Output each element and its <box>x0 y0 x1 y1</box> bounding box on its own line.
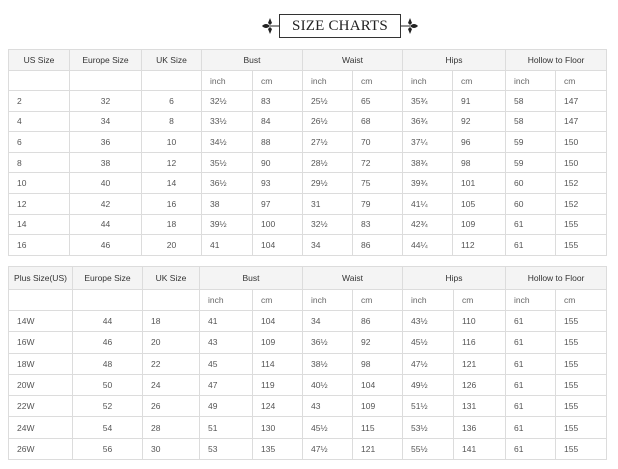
column-header: Plus Size(US) <box>9 267 73 290</box>
table-cell: 49 <box>200 396 253 417</box>
table-cell: 6 <box>142 91 202 112</box>
table-cell: 35½ <box>202 152 253 173</box>
table-cell: 121 <box>454 353 506 374</box>
table-cell: 36½ <box>202 173 253 194</box>
table-cell: 28 <box>143 417 200 438</box>
table-cell: 150 <box>556 132 607 153</box>
table-cell: 55½ <box>403 438 454 459</box>
unit-label: inch <box>200 290 253 311</box>
table-cell: 12 <box>142 152 202 173</box>
table-cell: 96 <box>453 132 506 153</box>
unit-label: cm <box>253 290 303 311</box>
table-cell: 44¼ <box>403 235 453 256</box>
table-cell: 26W <box>9 438 73 459</box>
table-cell: 36¾ <box>403 111 453 132</box>
table-row <box>9 417 607 438</box>
table-cell: 61 <box>506 396 556 417</box>
fleur-ornament-icon <box>261 16 279 36</box>
table-cell: 49½ <box>403 374 454 395</box>
table-cell: 16W <box>9 332 73 353</box>
table-cell: 155 <box>556 311 607 332</box>
table-subheader-row <box>9 71 607 91</box>
table-row <box>9 396 607 417</box>
table-cell: 32 <box>70 91 142 112</box>
table-row <box>9 152 607 173</box>
table-cell: 155 <box>556 438 607 459</box>
table-cell: 8 <box>142 111 202 132</box>
table-row <box>9 235 607 256</box>
unit-label: inch <box>506 290 556 311</box>
column-header: Hollow to Floor <box>506 50 607 71</box>
table-cell: 155 <box>556 235 607 256</box>
table-cell: 110 <box>454 311 506 332</box>
table-cell: 84 <box>253 111 303 132</box>
table-cell: 12 <box>9 193 70 214</box>
table-cell: 155 <box>556 374 607 395</box>
table-cell: 61 <box>506 235 556 256</box>
table-cell: 38 <box>202 193 253 214</box>
table-cell: 152 <box>556 193 607 214</box>
table-cell: 10 <box>142 132 202 153</box>
unit-label: cm <box>353 71 403 91</box>
table-row <box>9 193 607 214</box>
table-cell: 45½ <box>403 332 454 353</box>
title-bar <box>0 14 618 40</box>
table-cell: 91 <box>453 91 506 112</box>
table-cell: 59 <box>506 132 556 153</box>
table-cell: 34½ <box>202 132 253 153</box>
table-cell: 36½ <box>303 332 353 353</box>
table-row <box>9 214 607 235</box>
table-cell: 121 <box>353 438 403 459</box>
table-cell: 33½ <box>202 111 253 132</box>
table-cell: 44 <box>73 311 143 332</box>
table-cell: 47½ <box>303 438 353 459</box>
table-cell: 24W <box>9 417 73 438</box>
table-cell: 14 <box>9 214 70 235</box>
table-cell: 36 <box>70 132 142 153</box>
table-cell: 40 <box>70 173 142 194</box>
table-cell: 83 <box>353 214 403 235</box>
table-cell: 112 <box>453 235 506 256</box>
table-cell: 20 <box>142 235 202 256</box>
table-header-row <box>9 267 607 290</box>
table-cell: 104 <box>253 311 303 332</box>
column-header: Waist <box>303 50 403 71</box>
unit-label: cm <box>454 290 506 311</box>
table-cell: 105 <box>453 193 506 214</box>
table-cell: 38 <box>70 152 142 173</box>
table-cell: 34 <box>303 311 353 332</box>
table-cell: 130 <box>253 417 303 438</box>
table-cell: 152 <box>556 173 607 194</box>
table-cell: 2 <box>9 91 70 112</box>
column-header: US Size <box>9 50 70 71</box>
unit-label: inch <box>303 290 353 311</box>
table-cell: 68 <box>353 111 403 132</box>
column-header: Bust <box>202 50 303 71</box>
table-cell: 52 <box>73 396 143 417</box>
table-cell: 61 <box>506 438 556 459</box>
table-cell: 56 <box>73 438 143 459</box>
unit-label: cm <box>253 71 303 91</box>
table-cell: 119 <box>253 374 303 395</box>
table-cell: 75 <box>353 173 403 194</box>
fleur-ornament-icon <box>401 16 419 36</box>
table-cell: 34 <box>303 235 353 256</box>
table-cell: 86 <box>353 235 403 256</box>
column-header: UK Size <box>142 50 202 71</box>
table-cell: 114 <box>253 353 303 374</box>
table-cell: 26½ <box>303 111 353 132</box>
table-cell: 48 <box>73 353 143 374</box>
table-cell: 65 <box>353 91 403 112</box>
table-row <box>9 173 607 194</box>
table-cell: 20 <box>143 332 200 353</box>
table-cell: 124 <box>253 396 303 417</box>
column-header: Hips <box>403 50 506 71</box>
table-cell: 27½ <box>303 132 353 153</box>
table-cell: 70 <box>353 132 403 153</box>
table-cell: 58 <box>506 111 556 132</box>
table-cell: 22 <box>143 353 200 374</box>
table-cell: 47 <box>200 374 253 395</box>
table-cell: 30 <box>143 438 200 459</box>
table-cell: 39½ <box>202 214 253 235</box>
table-cell: 32½ <box>202 91 253 112</box>
unit-label: cm <box>453 71 506 91</box>
table-cell: 104 <box>353 374 403 395</box>
unit-label: inch <box>303 71 353 91</box>
table-cell: 43 <box>200 332 253 353</box>
unit-label: cm <box>556 290 607 311</box>
table-cell: 98 <box>353 353 403 374</box>
table-row <box>9 332 607 353</box>
table-cell: 141 <box>454 438 506 459</box>
table-cell: 38½ <box>303 353 353 374</box>
table-cell: 14 <box>142 173 202 194</box>
table-cell: 18 <box>142 214 202 235</box>
table-cell: 61 <box>506 311 556 332</box>
table-cell: 41 <box>202 235 253 256</box>
table-cell: 88 <box>253 132 303 153</box>
table-row <box>9 353 607 374</box>
table-cell: 98 <box>453 152 506 173</box>
unit-label: inch <box>202 71 253 91</box>
table-cell: 93 <box>253 173 303 194</box>
table-cell: 131 <box>454 396 506 417</box>
table-cell: 86 <box>353 311 403 332</box>
table-cell: 31 <box>303 193 353 214</box>
table-cell: 155 <box>556 396 607 417</box>
table-cell: 155 <box>556 417 607 438</box>
table-cell: 10 <box>9 173 70 194</box>
column-header: Hips <box>403 267 506 290</box>
unit-label: cm <box>353 290 403 311</box>
table-cell: 150 <box>556 152 607 173</box>
table-cell: 6 <box>9 132 70 153</box>
table-header-row <box>9 50 607 71</box>
table-cell: 72 <box>353 152 403 173</box>
table-cell: 58 <box>506 91 556 112</box>
table-cell: 8 <box>9 152 70 173</box>
table-cell: 4 <box>9 111 70 132</box>
table-cell: 45½ <box>303 417 353 438</box>
table-cell: 46 <box>73 332 143 353</box>
table-cell: 46 <box>70 235 142 256</box>
table-row <box>9 374 607 395</box>
plus-size-chart-table <box>8 266 607 460</box>
table-cell: 42¾ <box>403 214 453 235</box>
table-cell: 79 <box>353 193 403 214</box>
table-cell: 25½ <box>303 91 353 112</box>
table-cell: 100 <box>253 214 303 235</box>
table-cell: 32½ <box>303 214 353 235</box>
table-cell: 20W <box>9 374 73 395</box>
table-cell: 97 <box>253 193 303 214</box>
unit-label: cm <box>556 71 607 91</box>
column-header: Europe Size <box>70 50 142 71</box>
table-cell: 28½ <box>303 152 353 173</box>
table-cell: 14W <box>9 311 73 332</box>
table-cell: 136 <box>454 417 506 438</box>
table-cell: 50 <box>73 374 143 395</box>
table-cell: 135 <box>253 438 303 459</box>
table-cell: 16 <box>9 235 70 256</box>
table-row <box>9 438 607 459</box>
unit-label: inch <box>506 71 556 91</box>
table-cell: 38¾ <box>403 152 453 173</box>
table-cell: 41 <box>200 311 253 332</box>
table-cell: 116 <box>454 332 506 353</box>
table-cell: 155 <box>556 214 607 235</box>
table-cell: 83 <box>253 91 303 112</box>
table-cell: 43½ <box>403 311 454 332</box>
table-cell: 61 <box>506 353 556 374</box>
table-cell: 61 <box>506 214 556 235</box>
table-cell: 47½ <box>403 353 454 374</box>
table-cell: 109 <box>253 332 303 353</box>
unit-label: inch <box>403 290 454 311</box>
table-cell: 109 <box>453 214 506 235</box>
table-cell: 51½ <box>403 396 454 417</box>
table-cell: 104 <box>253 235 303 256</box>
table-cell: 39¾ <box>403 173 453 194</box>
table-cell: 115 <box>353 417 403 438</box>
table-cell: 60 <box>506 193 556 214</box>
page-title: SIZE CHARTS <box>279 14 401 38</box>
column-header: Waist <box>303 267 403 290</box>
table-cell: 109 <box>353 396 403 417</box>
table-row <box>9 311 607 332</box>
size-chart-table <box>8 49 607 256</box>
table-cell: 34 <box>70 111 142 132</box>
table-row <box>9 111 607 132</box>
table-cell: 42 <box>70 193 142 214</box>
table-cell: 92 <box>353 332 403 353</box>
table-cell: 45 <box>200 353 253 374</box>
unit-label: inch <box>403 71 453 91</box>
table-cell: 90 <box>253 152 303 173</box>
table-cell: 53 <box>200 438 253 459</box>
table-cell: 92 <box>453 111 506 132</box>
table-cell: 155 <box>556 332 607 353</box>
table-row <box>9 91 607 112</box>
column-header: UK Size <box>143 267 200 290</box>
table-cell: 22W <box>9 396 73 417</box>
table-cell: 29½ <box>303 173 353 194</box>
table-cell: 51 <box>200 417 253 438</box>
table-cell: 61 <box>506 417 556 438</box>
table-cell: 41¼ <box>403 193 453 214</box>
table-cell: 126 <box>454 374 506 395</box>
table-subheader-row <box>9 290 607 311</box>
table-cell: 147 <box>556 91 607 112</box>
table-cell: 40½ <box>303 374 353 395</box>
table-cell: 60 <box>506 173 556 194</box>
table-cell: 53½ <box>403 417 454 438</box>
table-cell: 147 <box>556 111 607 132</box>
table-cell: 18W <box>9 353 73 374</box>
table-row <box>9 132 607 153</box>
table-cell: 61 <box>506 332 556 353</box>
table-cell: 61 <box>506 374 556 395</box>
table-cell: 35¾ <box>403 91 453 112</box>
table-cell: 16 <box>142 193 202 214</box>
table-cell: 26 <box>143 396 200 417</box>
table-cell: 59 <box>506 152 556 173</box>
table-cell: 101 <box>453 173 506 194</box>
table-cell: 37¼ <box>403 132 453 153</box>
column-header: Hollow to Floor <box>506 267 607 290</box>
table-cell: 18 <box>143 311 200 332</box>
table-cell: 24 <box>143 374 200 395</box>
table-cell: 54 <box>73 417 143 438</box>
table-cell: 44 <box>70 214 142 235</box>
table-cell: 155 <box>556 353 607 374</box>
table-cell: 43 <box>303 396 353 417</box>
column-header: Bust <box>200 267 303 290</box>
column-header: Europe Size <box>73 267 143 290</box>
